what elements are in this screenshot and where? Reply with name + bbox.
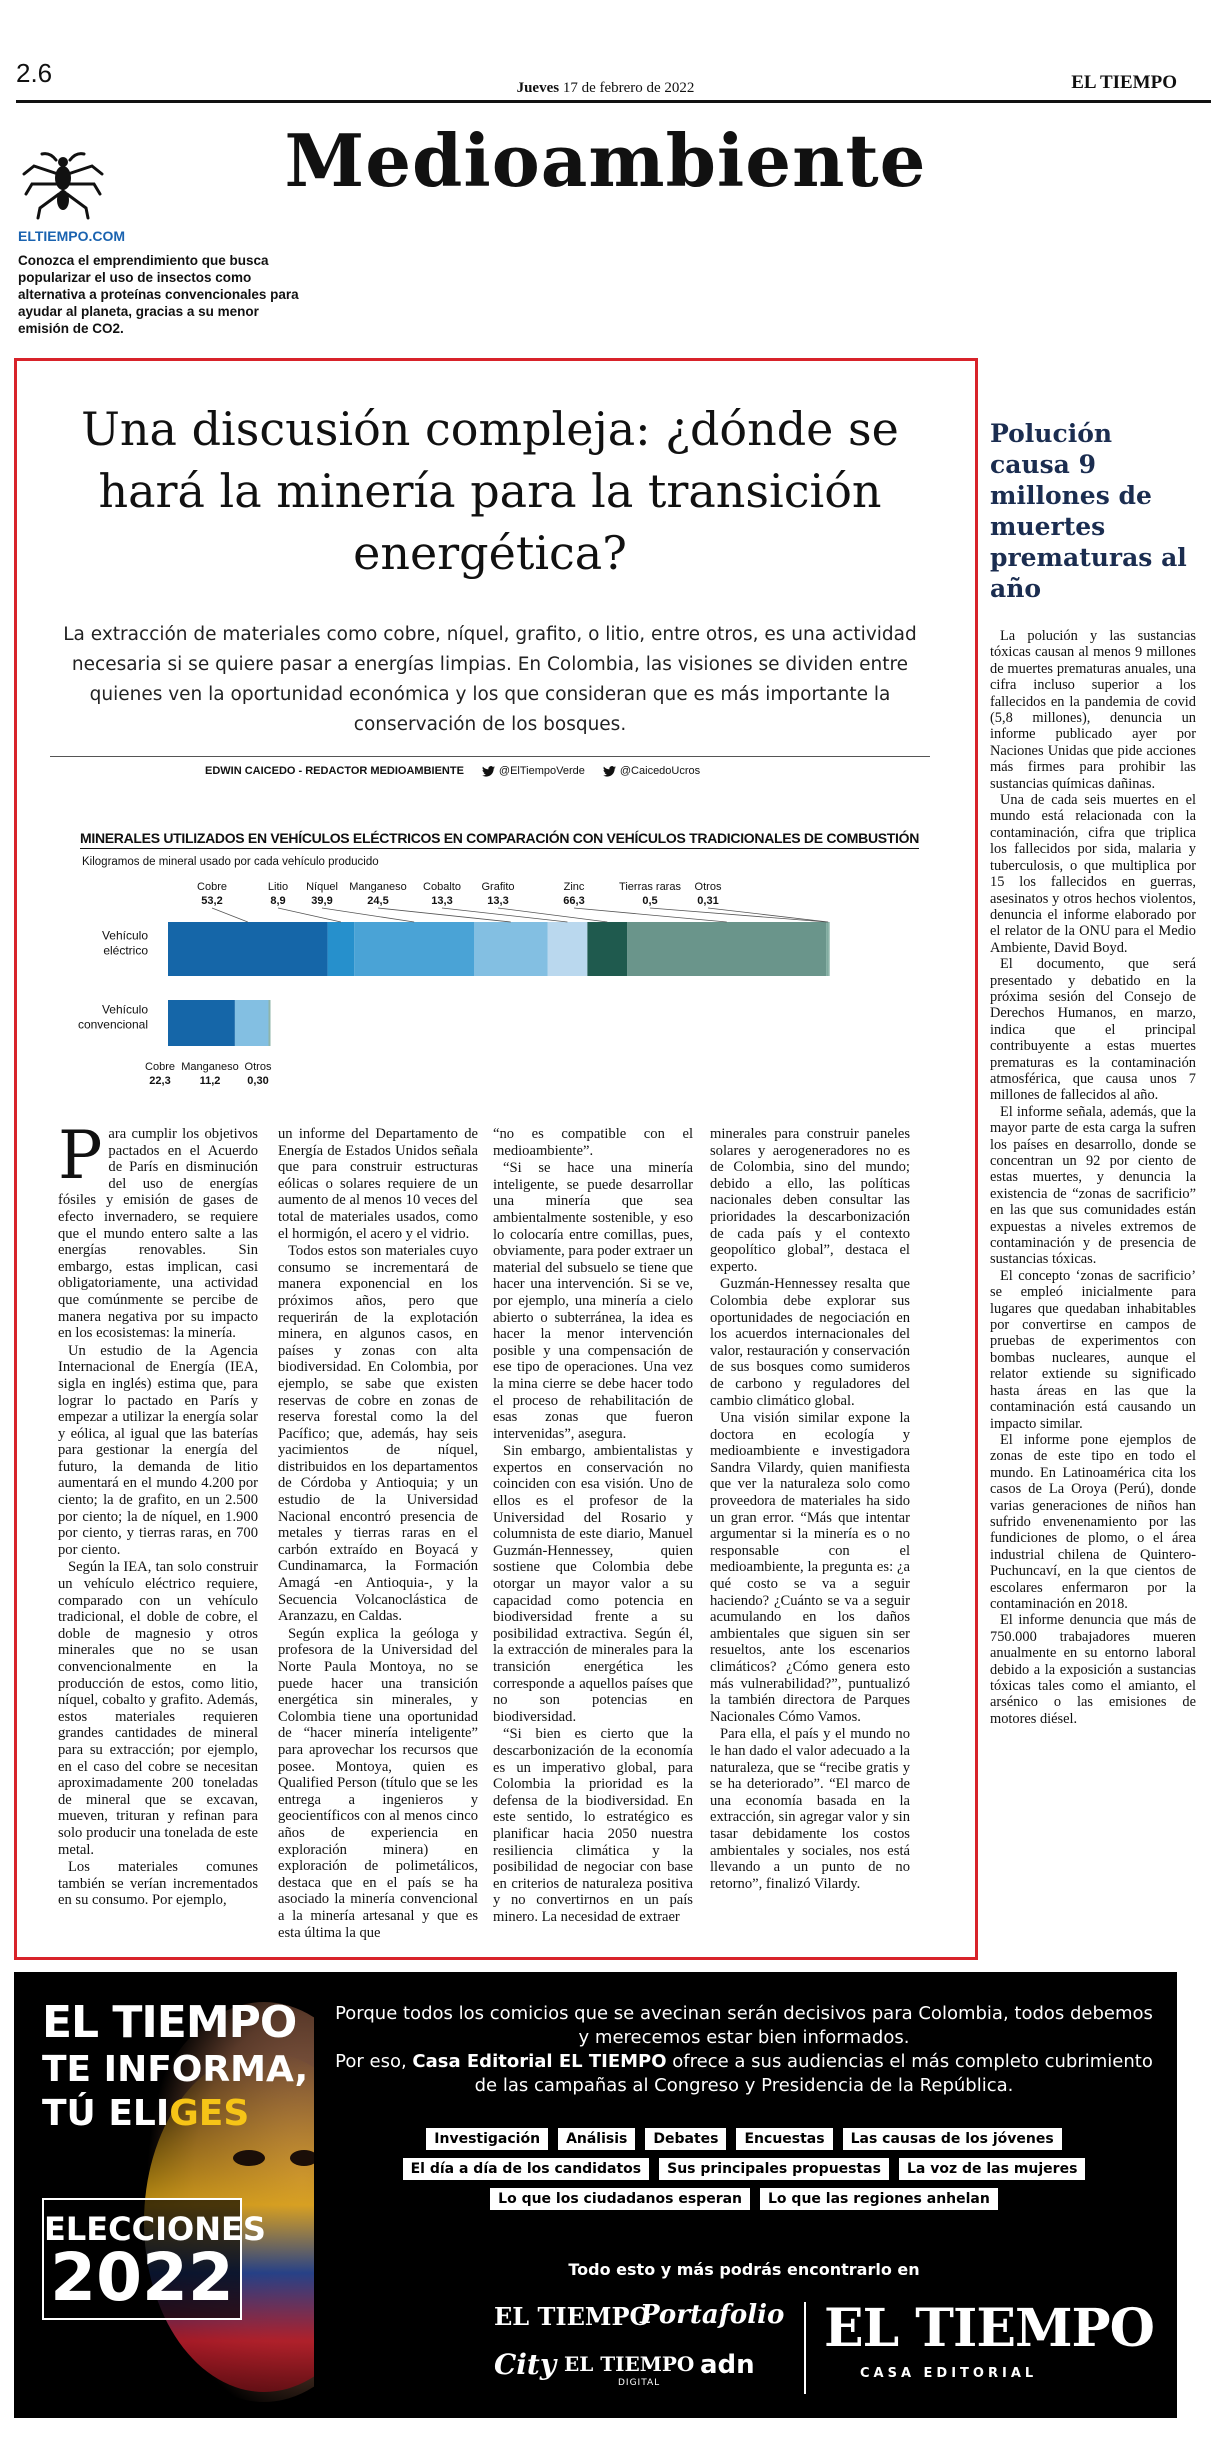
article-column-1 bbox=[58, 1117, 258, 1909]
issue-date bbox=[0, 80, 1211, 97]
article-paragraph: un informe del Departamento de Energía de Estados Unidos señala que para construir estructuras eólicas o solares requiere de un aumento de al menos 10 veces del total de materiales usados, como el hormigón, el acero y el vidrio. bbox=[278, 1126, 478, 1242]
chart-title: MINERALES UTILIZADOS EN VEHÍCULOS ELÉCTRICOS EN COMPARACIÓN CON VEHÍCULOS TRADICIONALES DE COMBUSTIÓN bbox=[80, 830, 919, 849]
ad-tags bbox=[334, 2128, 1154, 2210]
chart-value-label: 53,2 bbox=[201, 895, 223, 907]
ad-tag[interactable]: Lo que las regiones anhelan bbox=[760, 2188, 998, 2210]
ad-tag[interactable]: Encuestas bbox=[736, 2128, 832, 2150]
ad-line-3a: TÚ ELI bbox=[42, 2093, 170, 2134]
badge-year: 2022 bbox=[50, 2239, 234, 2316]
chart-bar-segment bbox=[235, 1000, 269, 1046]
chart-row-label: convencional bbox=[77, 1017, 148, 1032]
chart-value-label: 24,5 bbox=[367, 895, 389, 907]
chart-series-label: Grafito bbox=[481, 881, 515, 893]
chart-bar-segment bbox=[474, 922, 548, 976]
chart-value-label: 0,31 bbox=[697, 895, 719, 907]
eltiempo-digital-logo[interactable]: EL TIEMPO bbox=[564, 2352, 695, 2376]
casa-editorial-sub: CASA EDITORIAL bbox=[860, 2366, 1038, 2381]
promo-link[interactable]: ELTIEMPO.COM bbox=[18, 228, 126, 244]
twitter-icon bbox=[603, 766, 616, 777]
ad-copy-2 bbox=[334, 2050, 1154, 2098]
sidebar-paragraph: Una de cada seis muertes en el mundo está relacionada con la contaminación, cifra que triplica los fallecidos por sida, malaria y tuberculosis, o que multiplica por 15 los fallecidos en guerras, asesinatos y otros hechos violentos, denuncia el informe elaborado por el relator de la ONU para el Medio Ambiente, David Boyd. bbox=[990, 792, 1196, 956]
chart-bar-segment bbox=[269, 1000, 271, 1046]
ad-line-1: EL TIEMPO bbox=[42, 1997, 297, 2048]
elections-badge bbox=[42, 2198, 266, 2320]
chart-leader-line bbox=[498, 908, 607, 922]
article-paragraph: Una visión similar expone la doctora en ecología y medioambiente e investigadora Sandra Vilardy, quien manifiesta que ver la naturaleza solo como proveedora de materiales ha sido un gran error. “Más que intentar argumentar si la minería es o no responsable con el medioambiente, la pregunta es: ¿a qué costo se va a seguir haciendo? ¿Cuánto se va a seguir acumulando en los daños ambientales que siguen sin ser resueltos, ante los escenarios climáticos? ¿Cómo genera esto más vulnerabilidad?”, puntualizó la también directora de Parques Nacionales Cómo Vamos. bbox=[710, 1410, 910, 1725]
twitter-handle-1[interactable] bbox=[482, 765, 585, 777]
sidebar-paragraph: La polución y las sustancias tóxicas causan al menos 9 millones de muertes prematuras anuales, una cifra incluso superior a los fallecidos en la pandemia de covid (5,8 millones), denuncia un informe publicado ayer por Naciones Unidas que pide acciones más firmes para prohibir las sustancias químicas dañinas. bbox=[990, 628, 1196, 792]
chart-leader-line bbox=[278, 908, 341, 922]
sidebar-paragraph: El informe pone ejemplos de zonas de este tipo en todo el mundo. En Latinoamérica cita los casos de La Oroya (Perú), donde varias generaciones de niños han sufrido envenenamiento por las fundiciones de plomo, o el área industrial chilena de Quintero-Puchuncaví, en la que cientos de escolares enfermaron por la contaminación en 2018. bbox=[990, 1431, 1196, 1612]
article-paragraph: “Si se hace una minería inteligente, se puede desarrollar una minería que sea ambientalmente sostenible, y eso lo colocaría entre comillas, pues, obviamente, para poder extraer un material del subsuelo se tiene que hacer una intervención. Si se ve, por ejemplo, una minería a cielo abierto o subterránea, la idea es hacer la menor intervención posible y una compensación de ese tipo de operaciones. Una vez la mina cierre se debe hacer todo el proceso de rehabilitación de esas zonas que fueron intervenidas”, asegura. bbox=[493, 1160, 693, 1442]
chart-series-label: Cobalto bbox=[423, 881, 461, 893]
chart-bar-segment bbox=[627, 922, 826, 976]
chart-value-label: 66,3 bbox=[563, 895, 585, 907]
article-paragraph: Según explica la geóloga y profesora de la Universidad del Norte Paula Montoya, no se puede hacer una transición energética sin minerales, y Colombia tiene una oportunidad de “hacer minería inteligente” para aprovechar los recursos que posee. Montoya, quien es Qualified Person (título que se les entrega a ingenieros y geocientíficos con al menos cinco años de experiencia en exploración minera) en exploración de polimetálicos, destaca que en el país se ha asociado la minería convencional a la minería artesanal y que es esta última la que bbox=[278, 1625, 478, 1941]
byline-rule bbox=[50, 756, 930, 757]
article-paragraph: “Si bien es cierto que la descarbonización de la economía es un imperativo global, para Colombia la prioridad es la defensa de la biodiversidad. En este sentido, lo estratégico es planificar hacia 2050 nuestra resiliencia climática y la posibilidad de negociar con base en criterios de naturaleza positiva y no convertirnos en un país minero. La necesidad de extraer bbox=[493, 1726, 693, 1925]
chart-value-label: 39,9 bbox=[311, 895, 333, 907]
chart-row-label: Vehículo bbox=[101, 1002, 148, 1017]
chart-bar-segment bbox=[168, 922, 328, 976]
chart-leader-line bbox=[574, 908, 727, 922]
ad-tag[interactable]: Investigación bbox=[426, 2128, 548, 2150]
ad-tag[interactable]: Las causas de los jóvenes bbox=[843, 2128, 1062, 2150]
chart-series-label: Tierras raras bbox=[619, 881, 681, 893]
chart-leader-line bbox=[708, 908, 828, 922]
drop-cap: P bbox=[58, 1117, 103, 1194]
chart-leader-line bbox=[442, 908, 567, 922]
insect-icon bbox=[20, 150, 106, 222]
adn-logo[interactable]: adn bbox=[700, 2350, 755, 2380]
chart-bar-segment bbox=[168, 1000, 235, 1046]
minerals-chart bbox=[60, 870, 860, 1100]
sidebar-paragraph: El informe denuncia que más de 750.000 trabajadores mueren anualmente en su entorno laboral debido a la exposición a sustancias tóxicas tales como el amianto, el arsénico o las emisiones de motores diésel. bbox=[990, 1612, 1196, 1727]
article-paragraph: minerales para construir paneles solares y aerogeneradores no es de Colombia, sino del mundo; debido a ello, las políticas nacionales deben consultar las prioridades la descarbonización de cada país y el contexto geopolítico global”, destaca el experto. bbox=[710, 1126, 910, 1275]
article-paragraph-text: ara cumplir los objetivos pactados en el Acuerdo de París en disminución del uso de energías fósiles y emisión de gases de efecto invernadero, se requiere que el mundo entero salte a las energías renovables. Sin embargo, estas implican, casi obligatoriamente, una actividad que comúnmente se percibe de manera negativa por su impacto en los ecosistemas: la minería. bbox=[58, 1126, 258, 1342]
issue-date-rest: 17 de febrero de 2022 bbox=[562, 80, 695, 96]
ad-line-2: TE INFORMA, bbox=[42, 2049, 309, 2090]
chart-bar-segment bbox=[328, 922, 355, 976]
eltiempo-logo[interactable]: EL TIEMPO bbox=[494, 2302, 651, 2331]
sidebar-paragraph: El informe señala, además, que la mayor parte de esta carga la sufren los países en desarrollo, donde se concentran un 92 por ciento de estas muertes, y denuncia la existencia de “zonas de sacrificio” en las que sus comunidades están expuestas a niveles extremos de contaminación y de presencia de sustancias tóxicas. bbox=[990, 1103, 1196, 1268]
header-rule bbox=[16, 100, 1211, 103]
twitter-icon bbox=[482, 766, 495, 777]
chart-series-label: Otros bbox=[694, 881, 722, 893]
chart-series-label: Cobre bbox=[197, 881, 227, 893]
ad-copy bbox=[334, 2002, 1154, 2098]
twitter-handle-2-text: @CaicedoUcros bbox=[619, 765, 701, 777]
chart-value-label: 8,9 bbox=[270, 895, 286, 907]
article-paragraph: Todos estos son materiales cuyo consumo se incrementará de manera exponencial en los próximos años, pero que requerirán de la explotación minera, en algunos casos, en países y zonas con alta biodiversidad. En Colombia, por ejemplo, se sabe que existen reservas de cobre en zonas de reserva forestal como la del Pacífico; que, además, hay seis yacimientos de níquel, distribuidos en los departamentos de Córdoba y Antioquia; y un estudio de la Universidad Nacional encontró presencia de metales y tierras raras en el carbón extraído en Boyacá y Cundinamarca, la Formación Amagá -en Antioquia-, y la Secuencia Volcanoclástica de Aranzazu, en Caldas. bbox=[278, 1243, 478, 1625]
article-paragraph: Los materiales comunes también se verían incrementados en su consumo. Por ejemplo, bbox=[58, 1859, 258, 1909]
newspaper-brand: EL TIEMPO bbox=[1071, 72, 1177, 93]
article-paragraph: Guzmán-Hennessey resalta que Colombia debe explorar sus oportunidades de negociación en los acuerdos internacionales del valor, restauración y conservación de sus bosques como sumideros de carbono y reguladores del cambio climático global. bbox=[710, 1276, 910, 1409]
ad-more-text: Todo esto y más podrás encontrarlo en bbox=[568, 2260, 920, 2279]
article-column-4 bbox=[710, 1126, 910, 1892]
chart-bar-segment bbox=[587, 922, 627, 976]
article-paragraph: Según la IEA, tan solo construir un vehículo eléctrico requiere, comparado con un vehículo tradicional, el doble de cobre, el doble de magnesio y otros minerales que no se usan convencionalmente en la producción de estos, como litio, níquel, cobalto y grafito. Además, estos materiales requieren grandes cantidades de mineral para su extracción; por ejemplo, en el caso del cobre se necesitan aproximadamente 200 toneladas de mineral que se excavan, mueven, trituran y refinan para solo producir una tonelada de este metal. bbox=[58, 1559, 258, 1858]
ad-copy-1: Porque todos los comicios que se avecinan serán decisivos para Colombia, todos debemos y merecemos estar bien informados. bbox=[335, 2003, 1153, 2048]
article-column-3 bbox=[493, 1126, 693, 1926]
sidebar-paragraph: El concepto ‘zonas de sacrificio’ se empleó inicialmente para lugares que quedaban inhabitables por convertirse en campos de pruebas de experimentos con bombas nucleares, aunque el relator extiende su significado hasta áreas en las que la contaminación está causando un impacto similar. bbox=[990, 1267, 1196, 1432]
byline bbox=[205, 765, 700, 777]
elections-ad[interactable] bbox=[14, 1972, 1177, 2418]
chart-value-label: 11,2 bbox=[199, 1075, 221, 1087]
ad-divider bbox=[804, 2302, 806, 2394]
chart-series-label: Litio bbox=[267, 881, 289, 893]
ad-line-3 bbox=[42, 2094, 249, 2134]
section-title: Medioambiente bbox=[284, 118, 927, 203]
article-paragraph: “no es compatible con el medioambiente”. bbox=[493, 1126, 693, 1159]
twitter-handle-2[interactable] bbox=[603, 765, 700, 777]
ad-tag[interactable]: Lo que los ciudadanos esperan bbox=[490, 2188, 750, 2210]
chart-series-label: Cobre bbox=[145, 1061, 175, 1073]
chart-bar-segment bbox=[548, 922, 588, 976]
chart-series-label: Zinc bbox=[563, 881, 585, 893]
ad-tag[interactable]: La voz de las mujeres bbox=[899, 2158, 1085, 2180]
eltiempo-digital-sub: DIGITAL bbox=[618, 2378, 661, 2388]
chart-row-label: Vehículo bbox=[101, 928, 148, 943]
ad-tag[interactable]: Sus principales propuestas bbox=[659, 2158, 889, 2180]
chart-series-label: Manganeso bbox=[349, 881, 407, 893]
casa-editorial-logo[interactable]: EL TIEMPO bbox=[824, 2298, 1154, 2359]
portafolio-logo[interactable]: Portafolio bbox=[640, 2300, 785, 2330]
chart-series-label: Otros bbox=[244, 1061, 272, 1073]
promo-text: Conozca el emprendimiento que busca popularizar el uso de insectos como alternativa a proteínas convencionales para ayudar al planeta, gracias a su menor emisión de CO2. bbox=[18, 253, 299, 336]
chart-value-label: 0,30 bbox=[247, 1075, 269, 1087]
article-paragraph: Un estudio de la Agencia Internacional de Energía (IEA, sigla en inglés) estima que, para lograr lo pactado en París y empezar a utilizar la energía solar y eólica, al igual que las baterías para gestionar la energía del futuro, la demanda de litio aumentará en el mundo 4.200 por ciento; la de grafito, en un 2.500 por ciento; la de níquel, en 1.900 por ciento, y tierras raras, en 700 por ciento. bbox=[58, 1342, 258, 1558]
chart-bar-segment bbox=[354, 922, 474, 976]
twitter-handle-1-text: @ElTiempoVerde bbox=[498, 765, 585, 777]
page-number: 2.6 bbox=[16, 58, 53, 88]
sidebar-headline: Polución causa 9 millones de muertes prematuras al año bbox=[990, 419, 1187, 603]
article-column-2 bbox=[278, 1126, 478, 1941]
author-name: EDWIN CAICEDO - REDACTOR MEDIOAMBIENTE bbox=[205, 765, 464, 777]
chart-value-label: 0,5 bbox=[642, 895, 658, 907]
chart-leader-line bbox=[212, 908, 248, 922]
chart-series-label: Níquel bbox=[306, 881, 338, 893]
ad-copy-2c: ofrece a sus audiencias el más completo cubrimiento de las campañas al Congreso y Presidencia de la República. bbox=[474, 2051, 1153, 2096]
issue-date-day: Jueves bbox=[516, 80, 560, 96]
article-paragraph bbox=[58, 1117, 258, 1342]
article-paragraph: Sin embargo, ambientalistas y expertos en conservación no coinciden con esa visión. Uno de ellos es el profesor de la Universidad del Rosario y columnista de este diario, Manuel Guzmán-Hennessey, quien sostiene que Colombia debe otorgar un mayor valor a su capacidad como potencia en biodiversidad frente a su posibilidad extractiva. Según él, la extracción de minerales para la transición energética les corresponde a aquellos países que no son potencias en biodiversidad. bbox=[493, 1443, 693, 1725]
chart-value-label: 22,3 bbox=[149, 1075, 171, 1087]
chart-row-label: eléctrico bbox=[103, 943, 148, 958]
chart-value-label: 13,3 bbox=[431, 895, 453, 907]
article-headline: Una discusión compleja: ¿dónde se hará la minería para la transición energética? bbox=[81, 402, 899, 580]
chart-subtitle: Kilogramos de mineral usado por cada vehículo producido bbox=[82, 856, 379, 868]
ad-brand-logos bbox=[494, 2292, 794, 2402]
ad-copy-2a: Por eso, bbox=[335, 2051, 413, 2072]
article-paragraph: Para ella, el país y el mundo no le han dado el valor adecuado a la naturaleza, que se “recibe gratis y se ha deteriorado”. “El marco de una economía basada en la extracción, sin agregar valor y sin tasar debidamente los costos ambientales y sociales, nos está llevando a un punto de no retorno”, finalizó Vilardy. bbox=[710, 1726, 910, 1892]
ad-tag[interactable]: Análisis bbox=[558, 2128, 635, 2150]
badge-label: ELECCIONES bbox=[44, 2210, 266, 2248]
chart-bar-segment bbox=[828, 922, 830, 976]
ad-copy-2b: Casa Editorial EL TIEMPO bbox=[412, 2051, 667, 2072]
chart-value-label: 13,3 bbox=[487, 895, 509, 907]
sidebar-body bbox=[990, 628, 1196, 1727]
article-dek: La extracción de materiales como cobre, níquel, grafito, o litio, entre otros, es una actividad necesaria si se quiere pasar a energías limpias. En Colombia, las visiones se dividen entre quienes ven la oportunidad económica y los que consideran que es más importante la conservación de los bosques. bbox=[63, 624, 917, 735]
chart-series-label: Manganeso bbox=[181, 1061, 239, 1073]
ad-tag[interactable]: Debates bbox=[645, 2128, 726, 2150]
ad-line-3b: GES bbox=[169, 2093, 250, 2134]
chart-leader-line bbox=[650, 908, 827, 922]
sidebar-paragraph: El documento, que será presentado y debatido en la próxima sesión del Consejo de Derechos Humanos, en marzo, indica que el principal contribuyente a estas muertes prematuras es la contaminación atmosférica, que causa unos 7 millones de fallecidos al año. bbox=[990, 956, 1196, 1104]
city-logo[interactable]: City bbox=[494, 2348, 557, 2381]
ad-tag[interactable]: El día a día de los candidatos bbox=[403, 2158, 650, 2180]
